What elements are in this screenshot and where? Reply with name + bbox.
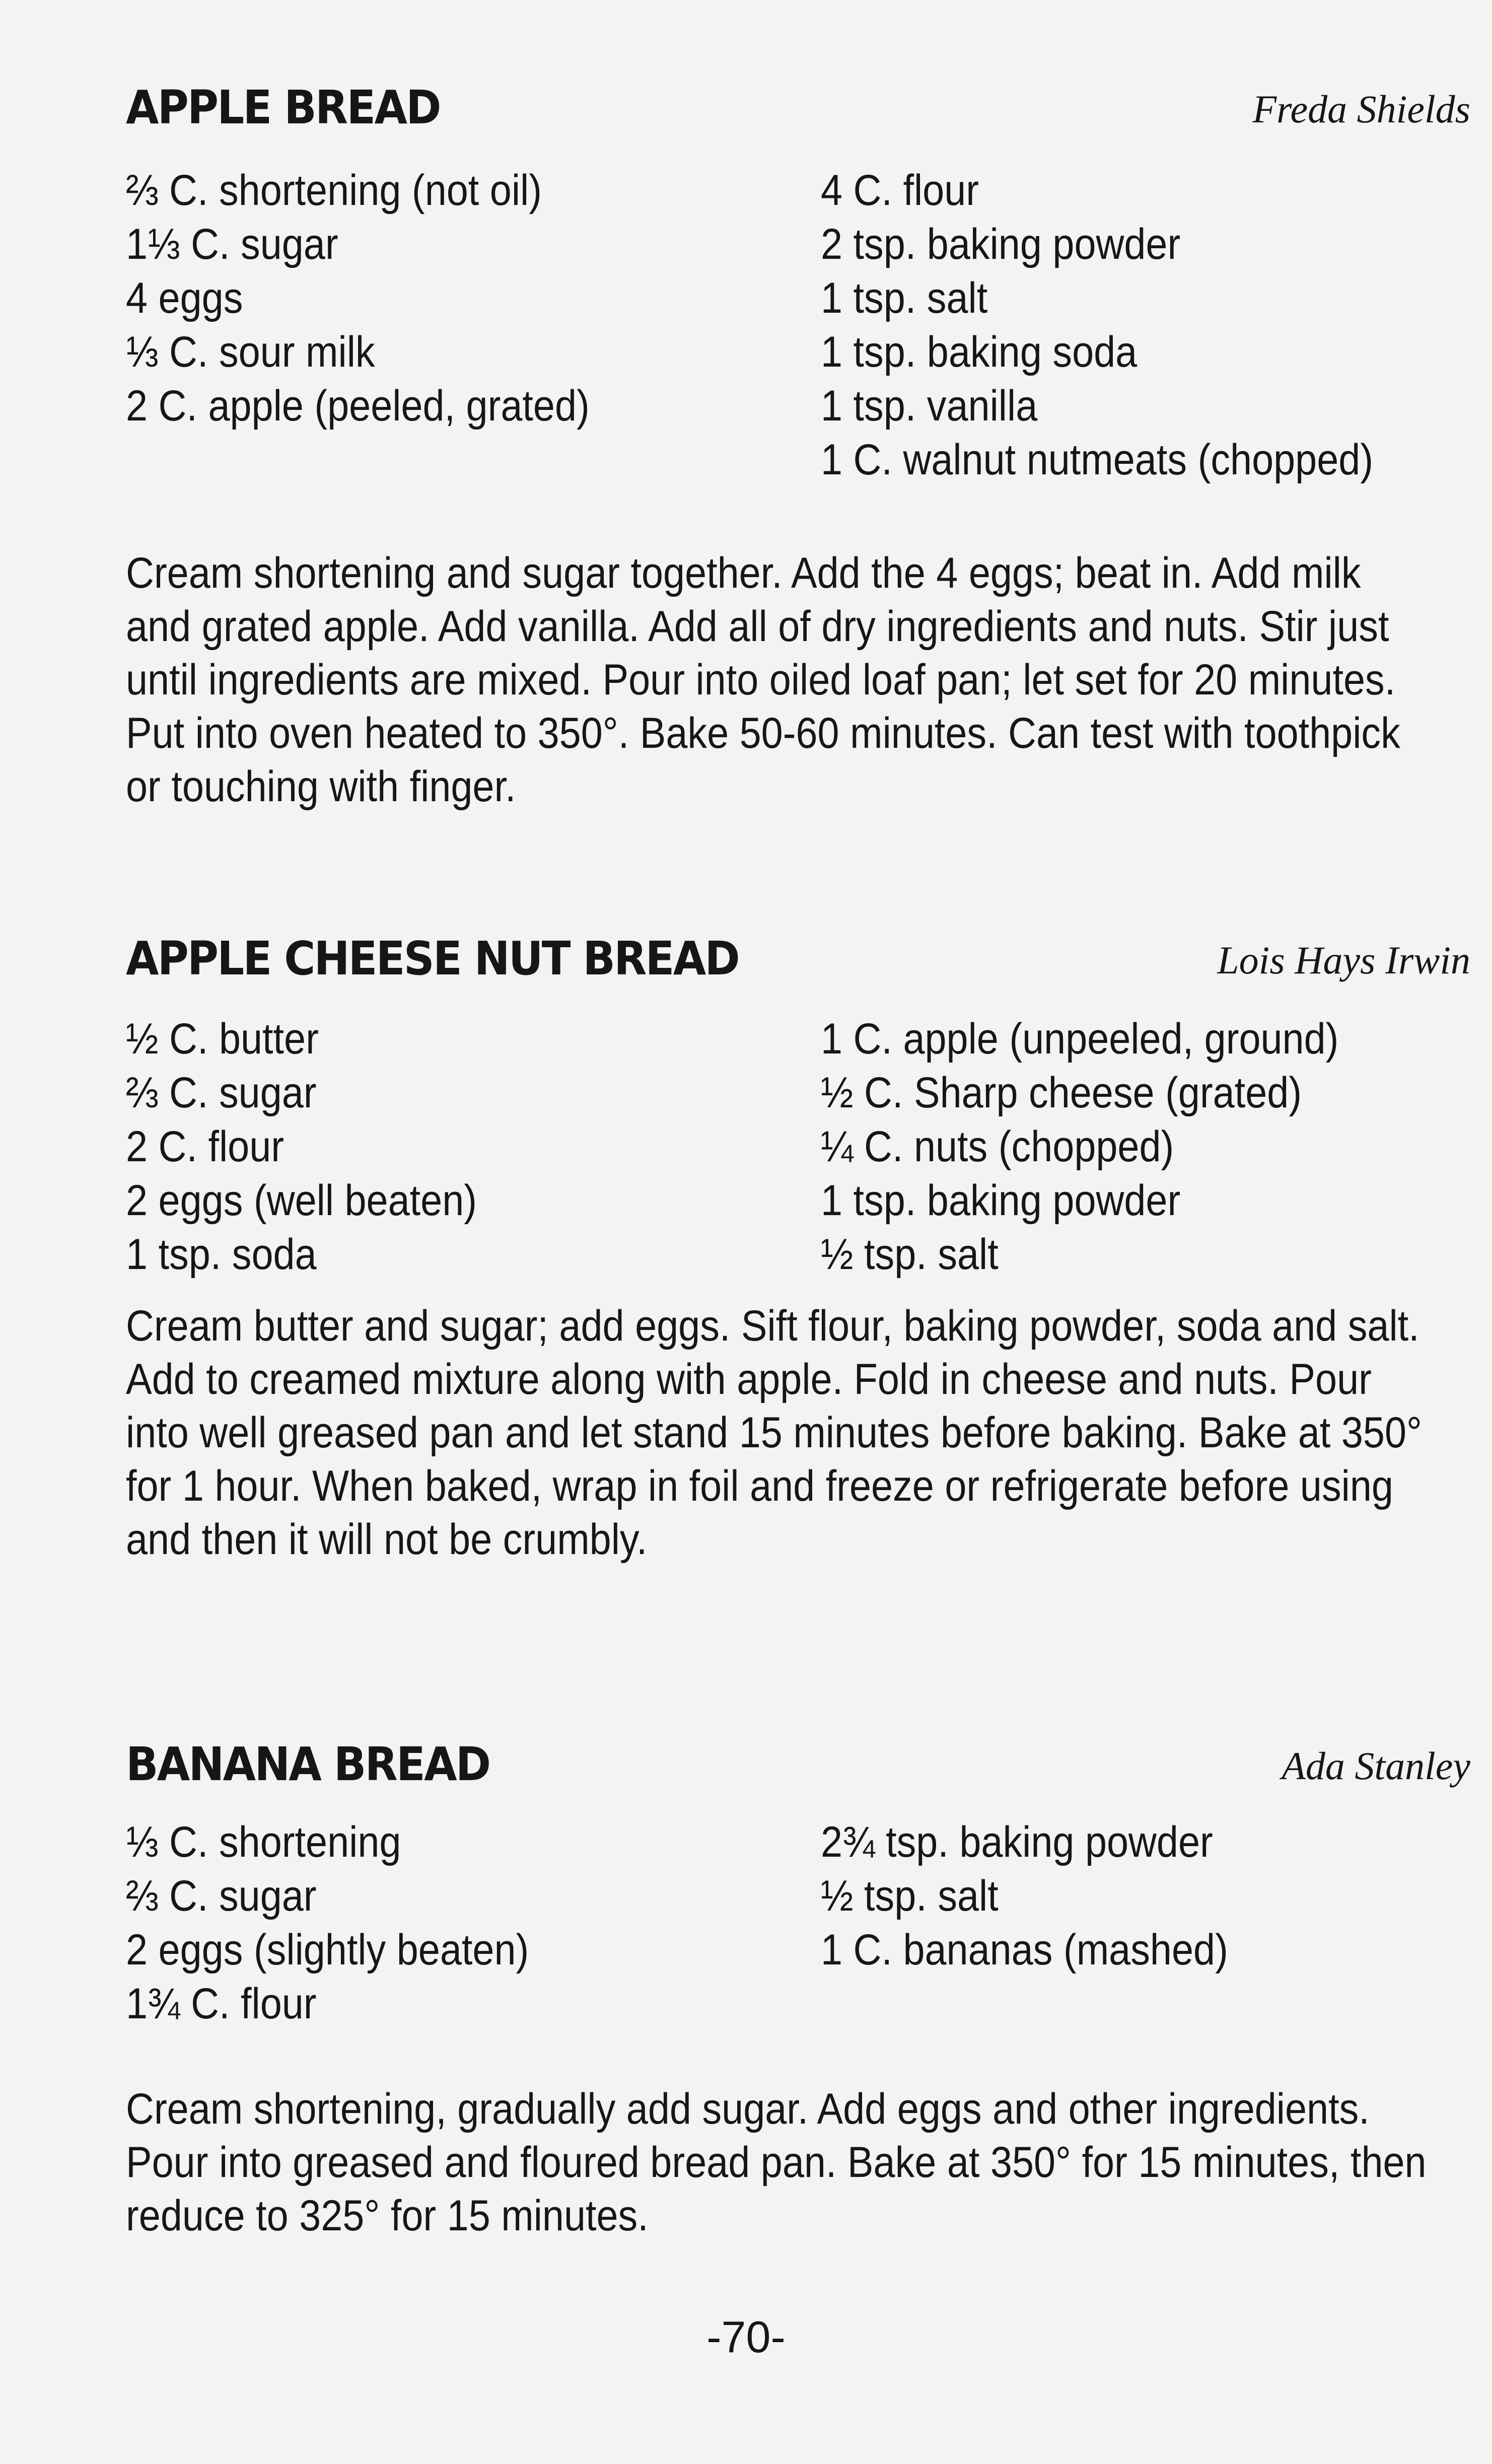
ingredient: 2 C. apple (peeled, grated): [126, 382, 590, 430]
ingredient: 1 C. apple (unpeeled, ground): [821, 1015, 1339, 1063]
ingredient: ½ tsp. salt: [821, 1230, 999, 1279]
ingredient: 1 tsp. baking soda: [821, 328, 1138, 376]
instruction-line: Cream shortening and sugar together. Add the 4 eggs; beat in. Add milk: [126, 549, 1361, 597]
instruction-line: and then it will not be crumbly.: [126, 1515, 648, 1564]
recipe-instructions: [126, 1299, 1422, 1566]
page-number: -70-: [706, 2312, 786, 2362]
ingredient: 1⅓ C. sugar: [126, 220, 338, 268]
ingredient-column-left: [126, 1815, 574, 2031]
ingredient: 1 tsp. vanilla: [821, 382, 1038, 430]
instruction-line: or touching with finger.: [126, 762, 516, 811]
ingredient: ½ C. butter: [126, 1015, 319, 1063]
ingredient: 2¾ tsp. baking powder: [821, 1818, 1213, 1866]
ingredient: ¼ C. nuts (chopped): [821, 1122, 1174, 1171]
recipe-header: [126, 1737, 1470, 1798]
ingredient: 1 tsp. soda: [126, 1230, 317, 1279]
instruction-line: Cream butter and sugar; add eggs. Sift flour, baking powder, soda and salt.: [126, 1302, 1419, 1350]
instruction-line: into well greased pan and let stand 15 minutes before baking. Bake at 350°: [126, 1409, 1422, 1457]
recipe-apple-bread: [126, 81, 1470, 813]
instruction-line: and grated apple. Add vanilla. Add all of dry ingredients and nuts. Stir just: [126, 602, 1389, 651]
ingredient: ⅓ C. sour milk: [126, 328, 375, 376]
instruction-line: reduce to 325° for 15 minutes.: [126, 2192, 649, 2240]
instruction-line: Cream shortening, gradually add sugar. Add eggs and other ingredients.: [126, 2085, 1370, 2133]
instruction-line: for 1 hour. When baked, wrap in foil and freeze or refrigerate before using: [126, 1462, 1393, 1510]
ingredient: 1 tsp. baking powder: [821, 1176, 1181, 1225]
ingredient: 2 tsp. baking powder: [821, 220, 1181, 268]
instruction-line: Pour into greased and floured bread pan. Bake at 350° for 15 minutes, then: [126, 2138, 1427, 2187]
ingredient-list: [126, 1012, 1470, 1282]
recipe-apple-cheese-nut-bread: [126, 932, 1470, 1566]
recipe-instructions: [126, 546, 1400, 813]
recipe-author: Lois Hays Irwin: [1217, 938, 1470, 982]
recipe-banana-bread: [126, 1737, 1470, 2242]
ingredient: 1 C. walnut nutmeats (chopped): [821, 436, 1374, 484]
ingredient-column-right: [821, 1012, 1396, 1282]
ingredient: ⅓ C. shortening: [126, 1818, 401, 1866]
ingredient: ⅔ C. sugar: [126, 1872, 317, 1920]
ingredient: 4 eggs: [126, 274, 243, 322]
ingredient: 1 C. bananas (mashed): [821, 1926, 1228, 1974]
recipe-header: [126, 81, 1470, 141]
ingredient: ½ tsp. salt: [821, 1872, 999, 1920]
ingredient: 2 eggs (well beaten): [126, 1176, 477, 1225]
ingredient: ⅔ C. sugar: [126, 1069, 317, 1117]
ingredient: 1¾ C. flour: [126, 1980, 317, 2028]
recipe-author: Ada Stanley: [1282, 1744, 1470, 1788]
ingredient-list: [126, 164, 1470, 486]
ingredient: 2 C. flour: [126, 1122, 285, 1171]
ingredient-column-left: [126, 164, 641, 433]
ingredient-column-right: [821, 164, 1435, 487]
recipe-title: BANANA BREAD: [126, 1737, 490, 1791]
recipe-title: APPLE CHEESE NUT BREAD: [126, 932, 739, 985]
ingredient-column-left: [126, 1012, 516, 1282]
recipe-title: APPLE BREAD: [126, 81, 440, 134]
instruction-line: Put into oven heated to 350°. Bake 50-60 minutes. Can test with toothpick: [126, 709, 1400, 757]
ingredient: ½ C. Sharp cheese (grated): [821, 1069, 1302, 1117]
recipe-author: Freda Shields: [1252, 87, 1470, 131]
instruction-line: Add to creamed mixture along with apple. Fold in cheese and nuts. Pour: [126, 1355, 1372, 1403]
ingredient-list: [126, 1815, 1470, 2032]
ingredient: 2 eggs (slightly beaten): [126, 1926, 529, 1974]
recipe-header: [126, 932, 1470, 992]
ingredient: 1 tsp. salt: [821, 274, 988, 322]
instruction-line: until ingredients are mixed. Pour into oiled loaf pan; let set for 20 minutes.: [126, 656, 1396, 704]
ingredient: 4 C. flour: [821, 166, 979, 215]
ingredient-column-right: [821, 1815, 1273, 1977]
ingredient: ⅔ C. shortening (not oil): [126, 166, 542, 215]
recipe-instructions: [126, 2082, 1427, 2242]
